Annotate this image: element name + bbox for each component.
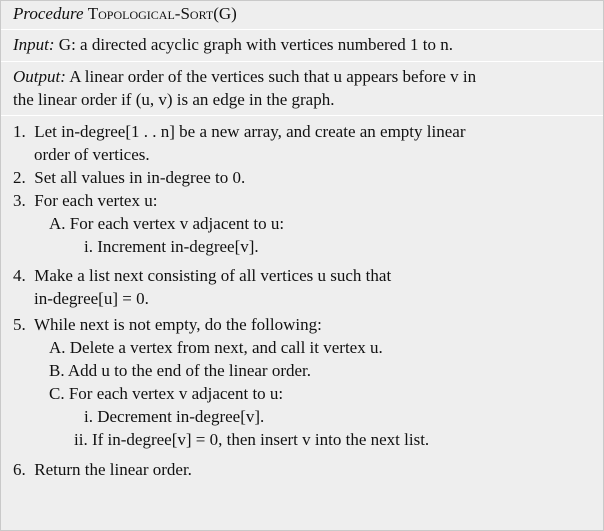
output-line-2: the linear order if (u, v) is an edge in the graph. [13,90,335,109]
procedure-name: Topological-Sort [87,4,214,23]
procedure-header [13,4,237,24]
step-4-continued: in-degree[u] = 0. [34,289,149,308]
step-text: Let in-degree[1 . . n] be a new array, and create an empty linear [34,122,466,141]
output-line-1 [13,67,476,87]
substep-text: Add u to the end of the linear order. [67,361,312,380]
step-5c-ii [74,430,429,450]
step-5 [13,315,322,335]
divider [1,115,603,116]
step-1-continued: order of vertices. [34,145,150,164]
input-label: Input: [13,35,55,54]
subsubstep-number: i. [84,237,93,256]
step-3a [49,214,284,234]
step-4 [13,266,391,286]
output-label: Output: [13,67,66,86]
step-1 [13,122,465,142]
step-number: 6. [13,460,26,479]
step-number: 4. [13,266,26,285]
input-line [13,35,453,55]
step-5c [49,384,283,404]
substep-text: Delete a vertex from next, and call it vertex u. [69,338,383,357]
step-text: Set all values in in-degree to 0. [34,168,246,187]
step-number: 3. [13,191,26,210]
step-3 [13,191,157,211]
subsubstep-text: If in-degree[v] = 0, then insert v into the next list. [91,430,430,449]
procedure-arg: (G) [213,4,237,23]
subsubstep-number: i. [84,407,93,426]
substep-text: For each vertex v adjacent to u: [68,384,284,403]
step-5c-i [84,407,264,427]
substep-number: A. [49,214,66,233]
step-number: 2. [13,168,26,187]
step-number: 5. [13,315,26,334]
procedure-label: Procedure [13,4,84,23]
substep-number: C. [49,384,65,403]
divider [1,61,603,62]
divider [1,29,603,30]
input-text: G: a directed acyclic graph with vertices numbered 1 to n. [58,35,453,54]
step-text: Return the linear order. [34,460,192,479]
substep-text: For each vertex v adjacent to u: [69,214,285,233]
subsubstep-number: ii. [74,430,88,449]
step-2 [13,168,245,188]
substep-number: B. [49,361,65,380]
step-number: 1. [13,122,26,141]
output-text-1: A linear order of the vertices such that u appears before v in [69,67,477,86]
step-text: Make a list next consisting of all vertices u such that [34,266,392,285]
step-3a-i [84,237,259,257]
step-6 [13,460,192,480]
step-5b [49,361,311,381]
substep-number: A. [49,338,66,357]
subsubstep-text: Increment in-degree[v]. [97,237,259,256]
step-text: While next is not empty, do the following: [33,315,322,334]
subsubstep-text: Decrement in-degree[v]. [97,407,265,426]
step-text: For each vertex u: [34,191,158,210]
step-5a [49,338,383,358]
